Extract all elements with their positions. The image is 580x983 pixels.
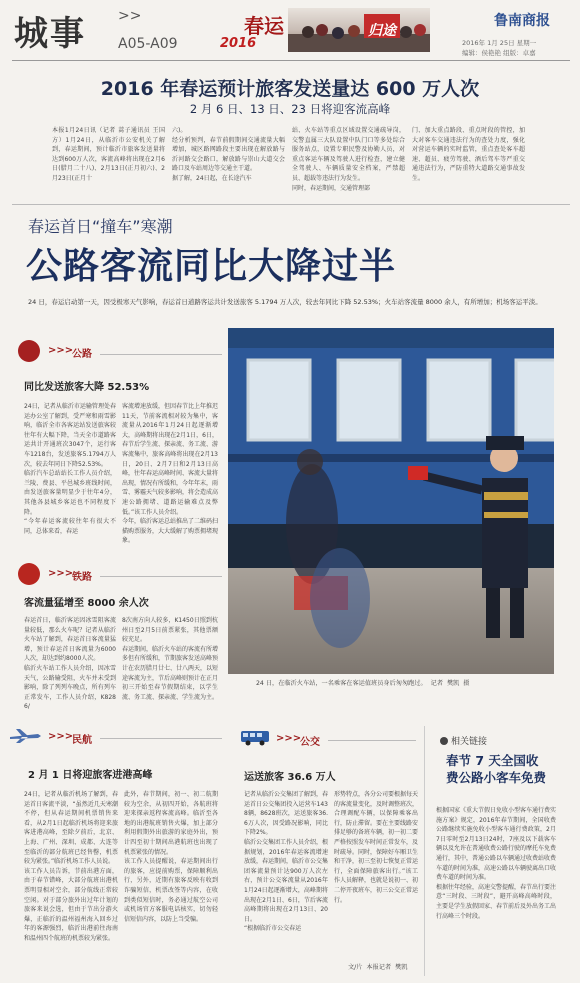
headline-1-title: 2016 年春运预计旅客发送量达 600 万人次 bbox=[100, 78, 480, 100]
sidebar-tag-text: 相关链接 bbox=[451, 737, 488, 747]
headline-1-subtitle: 2 月 6 日、13 日、23 日将迎客流高峰 bbox=[189, 102, 391, 116]
banner-photo bbox=[288, 8, 430, 52]
road-arrows: >>> bbox=[48, 345, 74, 356]
link-icon bbox=[440, 737, 448, 745]
road-section bbox=[18, 340, 230, 362]
headline-2-kicker: 春运首日“撞车”寒潮 bbox=[28, 217, 173, 236]
train-photo bbox=[228, 328, 554, 674]
section-chevrons: >> bbox=[118, 8, 142, 24]
masthead bbox=[0, 0, 580, 62]
bus-section bbox=[240, 728, 420, 750]
headline-2-lead: 24 日，春运启动第一天，因受极寒天气影响，春运首日道路客运共计发送旅客 5.1794 万人次，较去年同比下降 52.53%；火车站客流量 8000 余人，有所增加；机场客运平淡。 bbox=[28, 298, 542, 306]
banner-year: 2016 bbox=[220, 36, 257, 51]
rail-col-2: 8次南方向人较多，K1450日照到杭州日至2月5日前票紧张，其他票额较充足。 春运期间，临沂火车站的客流有所增多但有所缓和，节期旅客发送高峰预计在农历腊月廿七、廿八两天，以短途客流为主，节后高峰则预计在正月初三开始至春节假期结束，以学生流、务工流、探亲流、学生流为主。 bbox=[122, 617, 218, 701]
bus-col-2: 形势特点，各分公司要根据每天的客流量变化，及时调整班次，合理调配车辆，以保障乘客出行，防止滞留。要在主要线路安排足够的备班车辆，初一初二要严格按照发车时间正常发车，及时疏导。同时，保障好车厢卫生和干净，初三至初七恢复正常运行，全面保障旅客出行。”该工作人员解释，也就是说初一、初二停开夜班车，初三公交正常运行。 bbox=[334, 791, 418, 904]
story-1-col-1: 本报1月24日讯（记者 蒿子通讯员 王国方）1月24日，从临沂市公安机关了解到，春运期间，预计临沂市旅客发送量将达到600万人次，客流高峰将出现在2月6日(腊月二十八)、2月13日(正月初六)、2月23日(正月十 bbox=[52, 127, 165, 182]
air-subhead: 2 月 1 日将迎旅客进港高峰 bbox=[28, 770, 153, 781]
rail-subhead: 客流量猛增至 8000 余人次 bbox=[24, 598, 149, 609]
road-divider bbox=[100, 354, 222, 355]
bus-byline: 文/片 本报记者 樊凯 bbox=[348, 964, 408, 971]
bus-icon bbox=[240, 730, 270, 746]
masthead-rule bbox=[12, 60, 570, 61]
crowd-illustration bbox=[288, 8, 430, 52]
rail-arrows: >>> bbox=[48, 568, 74, 579]
bus-subhead: 运送旅客 36.6 万人 bbox=[244, 772, 336, 783]
air-section bbox=[8, 726, 232, 748]
rail-divider bbox=[100, 576, 222, 577]
road-col-1: 24日，记者从临沂市运输管理处春运办公室了解到，受严寒和雨雪影响，临沂全市各客运站发送旅客较往年有大幅下降，当天全市道路客运共计开通班次3047个，运行客车1218台，发送旅客5.1794万人次，较去年同日下降52.53%。 临沂汽车总站站长工作人员介绍，兰陵、费县、平邑城乡班线时间，由发送旅客量明显少于往年4分，其他各县城乡客运也不同程度下降。 “今年春运客流较往年有很大不同，总体来看，春运 bbox=[24, 403, 116, 535]
story-1-col-2: 六)。 经分析预判，春节前假期间交通流量大幅增加，城区路网路段主要出现在解放路与沂河路交会路口，解放路与崇山大道交会路口及车站周边等交通主干道。 据了解，24日起，在长途汽车 bbox=[172, 127, 285, 182]
road-col-2: 客流增速放缓，但因春节比上年推迟11天，节前客流相对较为集中，客流量从2016年1月24日起逐渐增大，高峰期将出现在2月1日，6日，春节后学生流、探亲流、务工流、游客流集中，旅客高峰将出现在2月13日，20日、2月7日和2月13日高峰，往年春运高峰时间、客流大量将出现，情况有所缓和，今年年末，雨雪、雾霾天气较多影响，将会造成高速公路拥堵、道路运输难点及弊低。”该工作人员介绍。 今年，临沂客运总站推出了二维码扫描购票服务，大大缓解了购票拥堵现象。 bbox=[122, 403, 218, 545]
air-label: 民航 bbox=[72, 735, 92, 746]
chunyun-banner bbox=[216, 6, 434, 54]
air-col-2: 此外，春节期间，初一、初二航期较为空余，从初四开始，各航班将迎来探亲返程客流高峰。临沂至各地的出港航班销售火爆，加上部分利用假期外出旅游的家庭外出，预计四至初十期间出港航班也出现了机票紧张的情况。 该工作人员提醒说，春运期间出行的旅客，应提前购票，保障顺利出行，另外，近期有旅客反映有收到诈骗短信，机票改签等内容，在收到类似短信时，务必通过航空公司或机场官方客服电话核实，切勿轻信短信内容，以防上当受骗。 bbox=[124, 791, 218, 923]
road-label: 公路 bbox=[72, 349, 92, 360]
sidebar-tag bbox=[440, 734, 487, 747]
date-line: 2016年 1月 25日 星期一 bbox=[462, 39, 537, 47]
road-subhead: 同比发送旅客大降 52.53% bbox=[24, 382, 150, 393]
bus-arrows: >>> bbox=[276, 733, 302, 744]
editor-line: 编辑：侯艳艳 组版：卓嘉 bbox=[462, 49, 536, 57]
rail-logo-icon bbox=[18, 563, 40, 585]
air-divider bbox=[100, 738, 222, 739]
air-col-1: 24日，记者从临沂机场了解到，春运首日客流平淡，“虽然近几天寒潮不停，但从春运期间机票销售来看，从2月1日起临沂机场将迎来旅客进港高峰，至除夕前后，北京、上海、广州、深圳、成都、大连等至临沂的部分航班已经售罄，机票较为紧张。”临沂机场工作人员说。 该工作人员告诉，节前出港方面，由于春节错峰，大部分航班出港机票明显相对空余，部分航线正常较空闲。对于部分旅外出过年计划的旅客来说会选，但由于节出分游火爆，正临沂的温州福州海入回乡过年的客源强烈，临沂出港前往海南和温州四个航班的机票较为紧张。 bbox=[24, 791, 118, 942]
train-platform-illustration bbox=[228, 328, 554, 674]
airplane-icon bbox=[8, 728, 42, 744]
banner-sub: 归途 bbox=[368, 23, 396, 39]
bus-divider bbox=[328, 740, 416, 741]
story-1-col-4: 门、加大重点路段、重点时段的管控，加大对客车交通违法行为的查处力度，强化对营运车辆的实时监管，重点查处客车超速、超员、疲劳驾驶、酒后驾车等严重交通违法行为，严防重特大道路交通事故发生。 bbox=[412, 127, 525, 182]
headline-2-title: 公路客流同比大降过半 bbox=[26, 246, 397, 287]
banner-title: 春运 bbox=[244, 14, 284, 38]
sidebar-title: 春节 7 天全国收费公路小客车免费 bbox=[446, 753, 547, 785]
rail-label: 铁路 bbox=[72, 572, 92, 583]
bus-col-1: 记者从临沂公交集团了解到，春运首日公交集团投入运营车1438辆，8628班次，运送旅客36.6万人次，因受路况影响，同比下降2%。 临沂公交集团工作人员介绍，根据规划，2016年春运客流增速放缓，春运期间，临沂市公交集团客流量预计达900万人次左右，预计公交客流量从2016年1月24日起逐渐增大，高峰期将出现在2月1日、6日，节后客流高峰期将出现在2月13日、20日。 “根据临沂市公交春运 bbox=[244, 791, 328, 933]
photo-caption: 24 日，在临沂火车站，一名乘客在客运值班员身后匆匆跑过。 记者 樊凯 摄 bbox=[256, 680, 470, 687]
section-title: 城事 bbox=[14, 14, 86, 54]
page-range: A05-A09 bbox=[118, 36, 178, 52]
air-arrows: >>> bbox=[48, 731, 74, 742]
rail-section bbox=[18, 563, 230, 585]
paper-name: 鲁南商报 bbox=[494, 13, 550, 29]
story-1-col-3: 站、火车站等重点区域设置交通疏导岗，交警直属三大队设置中队门口等多处综合服务站点，设置专职民警及协勤人员，对重点客运车辆及驾驶人进行检查，建立健全驾驶人、车辆质量安全档案，严禁超员、超载等违法行为发生。 同时，春运期间，交通管理部 bbox=[292, 127, 405, 192]
rail-col-1: 春运首日，临沂客运因冰雪阻客流量较低，那么火车呢？记者从临沂火车站了解到，春运首日客流量猛增，预计春运首日客流量为6000人次，却达到约8000人次。 临沂火车站工作人员介绍，因冰雪天气，公路输受阻，火车并未受到影响，除了列列车晚点，所有列车正常发车，工作人员介绍，K8286/ bbox=[24, 617, 116, 711]
section-rule bbox=[12, 204, 570, 205]
sidebar-body: 根据国家《重大节假日免收小型客车通行费实施方案》规定，2016年春节期间，全国收费公路继续实施免收小型客车通行费政策，2月7日零时至2月13日24时，7座及以下载客车辆以及允许在普通收费公路行驶的摩托车免费通行，其中，普通公路以车辆通过收费站收费车道的时间为准，高速公路以车辆驶离出口收费车道的时间为准。 根据往年经验，高速交警提醒，春节出行要注意“三时段、三时段”，避开高峰高峰时段，主要是学生放假回家、春节前后及外出务工出行高峰三个时段。 bbox=[436, 807, 556, 920]
sidebar-rule bbox=[424, 726, 425, 976]
bus-label: 公交 bbox=[300, 737, 320, 748]
road-logo-icon bbox=[18, 340, 40, 362]
